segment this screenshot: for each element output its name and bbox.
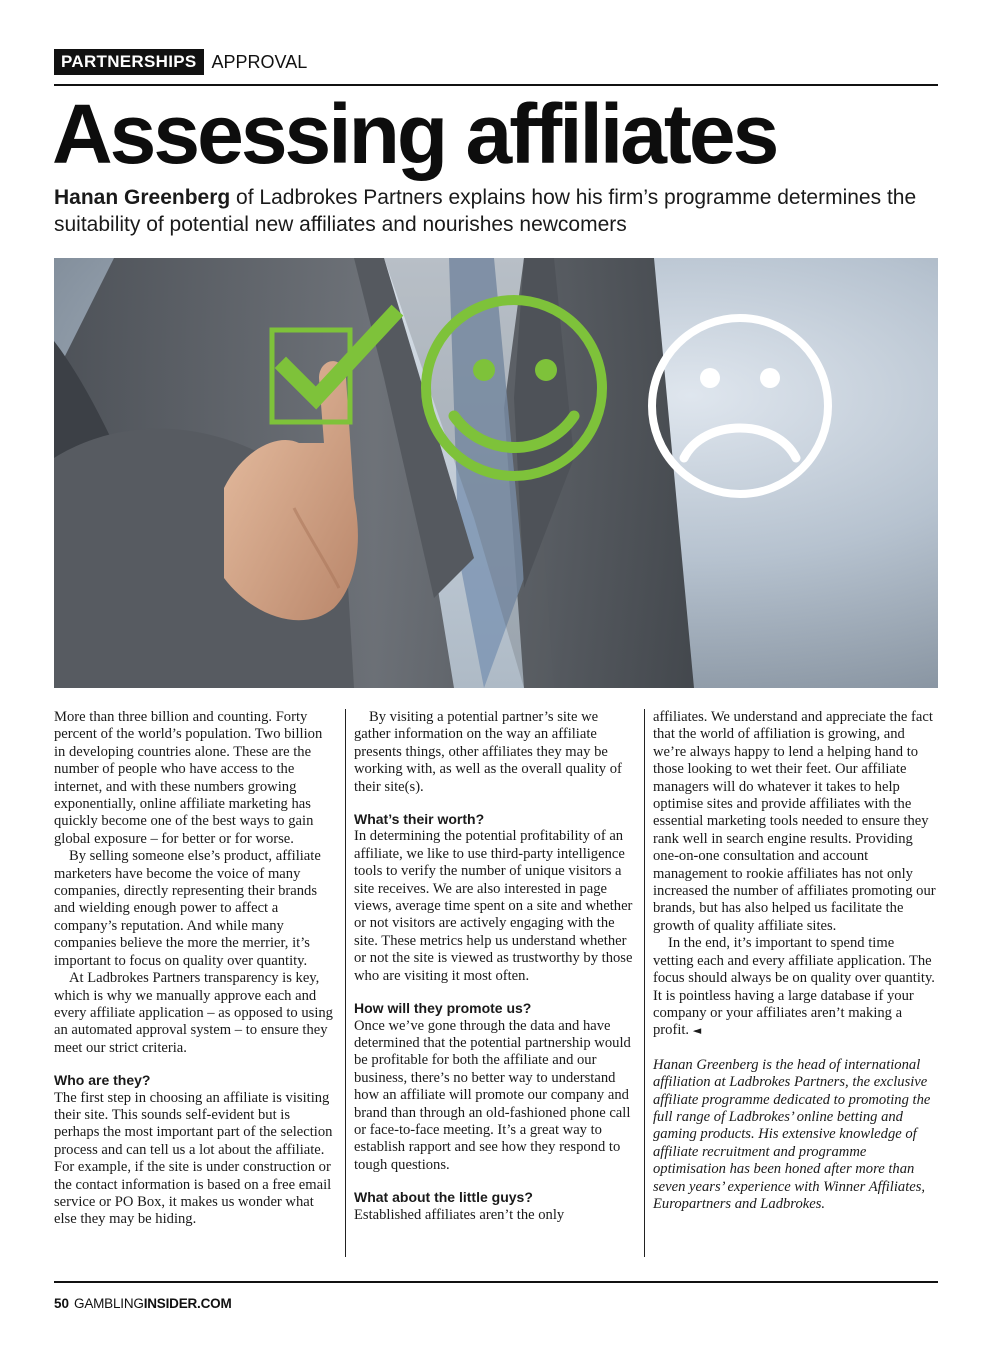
paragraph xyxy=(653,935,936,1039)
header-divider xyxy=(54,84,938,86)
paragraph: affiliates. We understand and appreciate the fact that the world of affiliation is growing, and we’re always happy to lend a helping hand to those looking to wet their feet. Our affiliate managers will do whatever it takes to help optimise sites and provide affiliates with the essential marketing tools needed to ensure they rank well in search engine results. Providing one-on-one consultation and account management to rookie affiliates has not only increased the number of affiliates promoting our brands, but has also helped us facilitate the growth of quality affiliate sites. xyxy=(653,709,936,934)
paragraph: At Ladbrokes Partners transparency is key, which is why we manually approve each and every affiliate application – as opposed to using an automated approval system – to ensure they meet our strict criteria. xyxy=(54,970,333,1056)
paragraph: The first step in choosing an affiliate is visiting their site. This sounds self-evident but is perhaps the most important part of the selection process and can tell us a lot about the affiliate. For example, if the site is under construction or the contact information is based on a free email service or PO Box, it makes us wonder what else they may be hiding. xyxy=(54,1089,333,1228)
paragraph: By visiting a potential partner’s site we gather information on the way an affiliate presents things, other affiliates they may be working with, as well as the overall quality of their site(s). xyxy=(354,709,622,795)
publication-name-part1: GAMBLING xyxy=(74,1296,144,1311)
subheading: How will they promote us? xyxy=(354,1000,532,1017)
section-header xyxy=(54,48,307,76)
column-3 xyxy=(653,709,936,1213)
article-body xyxy=(54,709,938,1264)
end-mark-icon: ◄ xyxy=(692,1024,702,1038)
footer-divider xyxy=(54,1281,938,1283)
column-2 xyxy=(354,709,637,1224)
hero-image xyxy=(54,258,938,688)
author-bio: Hanan Greenberg is the head of international affiliation at Ladbrokes Partners, the exclusive affiliate programme dedicated to promoting the full range of Ladbrokes’ online betting and gaming products. His extensive knowledge of affiliate recruitment and programme optimisation has been honed after more than seven years’ experience with Winner Affiliates, Europartners and Ladbrokes. xyxy=(653,1056,931,1212)
section-subtitle: APPROVAL xyxy=(211,51,308,72)
standfirst xyxy=(54,184,954,238)
subheading: What about the little guys? xyxy=(354,1189,533,1206)
paragraph: Once we’ve gone through the data and have determined that the potential partnership would be profitable for both the affiliate and our business, there’s no better way to understand how an affiliate will promote our company and brand than through an old-fashioned phone call or face-to-face meeting. It’s a great way to establish rapport and see how they respond to tough questions. xyxy=(354,1017,631,1173)
standfirst-text: of Ladbrokes Partners explains how his firm’s programme determines the suitability of potential new affiliates and nourishes newcomers xyxy=(54,186,917,236)
paragraph: More than three billion and counting. Forty percent of the world’s population. Two billion in developing countries alone. These are the number of people who have access to the internet, and with these numbers growing exponentially, online affiliate marketing has quickly become one of the best ways to gain global exposure – for better or for worse. xyxy=(54,709,323,847)
standfirst-author: Hanan Greenberg xyxy=(54,186,231,209)
subheading: Who are they? xyxy=(54,1072,151,1089)
page-number: 50 xyxy=(54,1296,70,1311)
subheading: What’s their worth? xyxy=(354,811,485,828)
paragraph: By selling someone else’s product, affiliate marketers have become the voice of many companies, directly representing their brands and wielding enough power to affect a company’s reputation. And while many companies believe the more the merrier, it’s important to focus on quality over quantity. xyxy=(54,848,321,969)
article-title: Assessing affiliates xyxy=(52,87,777,181)
section-tag: PARTNERSHIPS xyxy=(54,49,204,75)
column-1 xyxy=(54,709,337,1229)
paragraph: In determining the potential profitability of an affiliate, we like to use third-party intelligence tools to verify the number of unique visitors a site receives. We are also interested in page views, average time spent on a site and whether or not visitors are actively engaging with the site. These metrics help us understand whether or not the site is viewed as trustworthy by those who are visiting it most often. xyxy=(354,828,633,984)
paragraph: Established affiliates aren’t the only xyxy=(354,1206,565,1223)
page-footer xyxy=(54,1296,232,1311)
paragraph-text: In the end, it’s important to spend time vetting each and every affiliate application. The focus should always be on quality over quantity. It is pointless having a large database if your company or your affiliates aren’t making a profit. xyxy=(653,935,935,1039)
publication-name-part2: INSIDER.COM xyxy=(143,1296,232,1311)
